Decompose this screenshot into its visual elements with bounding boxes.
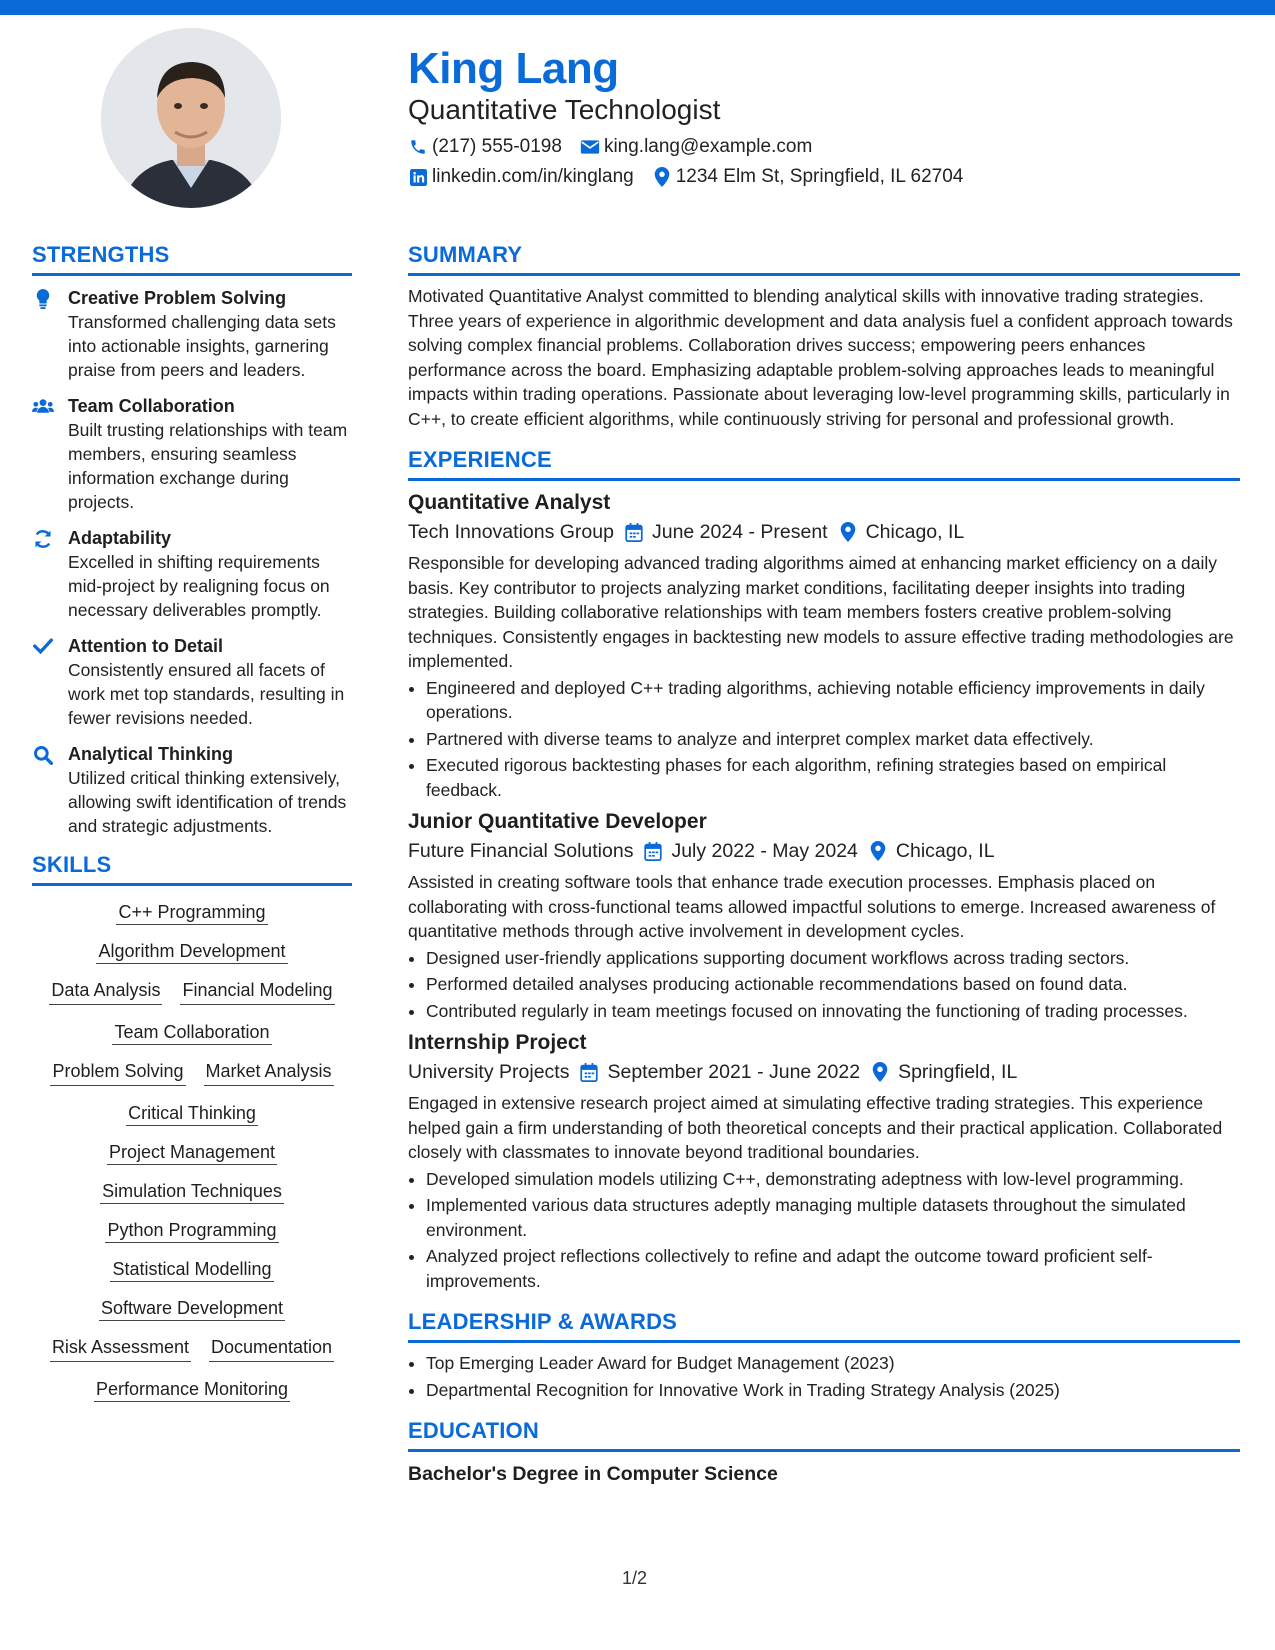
section-divider xyxy=(408,478,1240,481)
top-accent-bar xyxy=(0,0,1275,15)
skill-tag: C++ Programming xyxy=(116,902,267,925)
phone-contact[interactable] xyxy=(408,132,562,162)
check-icon xyxy=(32,634,54,730)
job-entry xyxy=(408,1029,1240,1293)
skill-tag: Risk Assessment xyxy=(50,1335,191,1362)
job-dates: June 2024 - Present xyxy=(651,521,828,543)
strength-item xyxy=(32,634,352,730)
strength-description: Consistently ensured all facets of work met top standards, resulting in fewer revisions needed. xyxy=(68,660,345,728)
map-pin-icon xyxy=(868,841,888,861)
skill-tag: Critical Thinking xyxy=(126,1103,258,1126)
strength-item xyxy=(32,526,352,622)
skill-tag: Documentation xyxy=(209,1335,334,1362)
job-dates: July 2022 - May 2024 xyxy=(671,840,858,862)
job-entry xyxy=(408,489,1240,802)
job-bullet: • Performed detailed analyses producing actionable recommendations based on found data. xyxy=(426,972,1240,997)
strength-title: Attention to Detail xyxy=(68,636,223,656)
skill-tag: Performance Monitoring xyxy=(94,1379,290,1402)
summary-text: Motivated Quantitative Analyst committed to blending analytical skills with innovative trading strategies. Three years of experience in algorithmic development and data analysis fuel a confident approach towards solving complex financial problems. Collaboration drives success; empowering peers enhances performance across the board. Emphasizing adaptable problem-solving approaches leads to meaningful impacts within trading operations. Passionate about leveraging low-level programming skills, particularly in C++, to create efficient algorithms, while continuously striving for personal and professional growth. xyxy=(408,286,1233,429)
award-item: • Departmental Recognition for Innovative Work in Trading Strategy Analysis (2025) xyxy=(426,1378,1240,1403)
section-divider xyxy=(32,883,352,886)
skill-tag: Algorithm Development xyxy=(96,941,287,964)
company-name: University Projects xyxy=(408,1061,570,1083)
company-name: Tech Innovations Group xyxy=(408,521,614,543)
strength-description: Excelled in shifting requirements mid-project by realigning focus on necessary deliverables promptly. xyxy=(68,552,330,620)
job-description: Assisted in creating software tools that enhance trade execution processes. Emphasis placed on collaborating with cross-functional teams allowed impactful solutions to emerge. Increased awareness of quantitative methods through active involvement in development cycles. xyxy=(408,872,1216,941)
users-icon xyxy=(32,394,54,514)
section-divider xyxy=(408,1340,1240,1343)
strength-description: Built trusting relationships with team members, ensuring seamless information exchange during projects. xyxy=(68,420,348,512)
address-text: 1234 Elm St, Springfield, IL 62704 xyxy=(675,166,964,187)
strength-title: Analytical Thinking xyxy=(68,744,234,764)
skill-tag: Financial Modeling xyxy=(180,978,334,1005)
linkedin-icon xyxy=(408,167,428,187)
job-dates: September 2021 - June 2022 xyxy=(607,1061,861,1083)
skill-tag: Team Collaboration xyxy=(112,1022,271,1045)
address-contact xyxy=(652,162,964,192)
degree-title: Bachelor's Degree in Computer Science xyxy=(408,1463,778,1485)
candidate-name: King Lang xyxy=(408,44,619,93)
summary-heading: SUMMARY xyxy=(408,242,523,267)
linkedin-text: linkedin.com/in/kinglang xyxy=(432,166,634,187)
skill-tag: Market Analysis xyxy=(204,1059,334,1086)
experience-heading: EXPERIENCE xyxy=(408,447,552,472)
job-bullet: • Analyzed project reflections collectively to refine and adapt the outcome toward proficient self-improvements. xyxy=(426,1244,1240,1293)
sync-icon xyxy=(32,526,54,622)
skill-tag: Software Development xyxy=(99,1298,285,1321)
left-column xyxy=(32,240,352,1401)
job-bullet: • Partnered with diverse teams to analyze and interpret complex market data effectively. xyxy=(426,727,1240,752)
job-title: Junior Quantitative Developer xyxy=(408,810,707,833)
strengths-heading: STRENGTHS xyxy=(32,242,170,267)
envelope-icon xyxy=(580,137,600,157)
award-item: • Top Emerging Leader Award for Budget Management (2023) xyxy=(426,1351,1240,1376)
job-description: Engaged in extensive research project aimed at simulating effective trading strategies. This experience helped gain a firm understanding of both theoretical concepts and their practical application. Collaborated closely with classmates to innovate beyond traditional boundaries. xyxy=(408,1093,1223,1162)
job-bullet: • Engineered and deployed C++ trading algorithms, achieving notable efficiency improvements in daily operations. xyxy=(426,676,1240,725)
search-icon xyxy=(32,742,54,838)
linkedin-contact[interactable] xyxy=(408,162,634,192)
calendar-icon xyxy=(624,522,644,542)
profile-photo xyxy=(101,28,281,208)
strength-description: Utilized critical thinking extensively, allowing swift identification of trends and strategic adjustments. xyxy=(68,768,347,836)
job-entry xyxy=(408,808,1240,1023)
job-bullet: • Designed user-friendly applications supporting document workflows across trading sectors. xyxy=(426,946,1240,971)
job-location: Chicago, IL xyxy=(865,521,965,543)
lightbulb-icon xyxy=(32,286,54,382)
job-title: Internship Project xyxy=(408,1031,587,1054)
section-divider xyxy=(408,273,1240,276)
phone-text: (217) 555-0198 xyxy=(432,136,562,157)
strength-title: Team Collaboration xyxy=(68,396,235,416)
map-pin-icon xyxy=(652,167,672,187)
job-title: Quantitative Analyst xyxy=(408,491,611,514)
job-bullet: • Developed simulation models utilizing C++, demonstrating adeptness with low-level programming. xyxy=(426,1167,1240,1192)
skill-tag: Simulation Techniques xyxy=(100,1181,284,1204)
section-divider xyxy=(408,1449,1240,1452)
skill-tag: Statistical Modelling xyxy=(110,1259,273,1282)
strength-title: Creative Problem Solving xyxy=(68,288,287,308)
resume-header xyxy=(408,44,1248,192)
strength-item xyxy=(32,742,352,838)
job-description: Responsible for developing advanced trading algorithms aimed at enhancing market efficiency on a daily basis. Key contributor to projects analyzing market conditions, facilitating deeper insights into trading strategies. Building collaborative relationships with team members fosters creative problem-solving techniques. Consistently engages in backtesting new models to assure effective trading methodologies are implemented. xyxy=(408,553,1234,671)
strength-item xyxy=(32,394,352,514)
candidate-title: Quantitative Technologist xyxy=(408,94,721,125)
job-location: Chicago, IL xyxy=(895,840,995,862)
skills-heading: SKILLS xyxy=(32,852,112,877)
job-location: Springfield, IL xyxy=(898,1061,1018,1083)
skill-tag: Project Management xyxy=(107,1142,277,1165)
page-number: 1/2 xyxy=(622,1568,648,1588)
skills-list xyxy=(32,894,352,1401)
map-pin-icon xyxy=(838,522,858,542)
skill-tag: Python Programming xyxy=(105,1220,278,1243)
calendar-icon xyxy=(579,1062,599,1082)
job-bullet: • Contributed regularly in team meetings focused on innovating the functioning of trading processes. xyxy=(426,999,1240,1024)
company-name: Future Financial Solutions xyxy=(408,840,634,862)
email-text: king.lang@example.com xyxy=(603,136,813,157)
education-heading: EDUCATION xyxy=(408,1418,539,1443)
job-bullet: • Executed rigorous backtesting phases for each algorithm, refining strategies based on empirical feedback. xyxy=(426,753,1240,802)
skill-tag: Data Analysis xyxy=(49,978,162,1005)
calendar-icon xyxy=(643,841,663,861)
email-contact[interactable] xyxy=(580,132,812,162)
strength-description: Transformed challenging data sets into actionable insights, garnering praise from peers and leaders. xyxy=(68,312,336,380)
strength-title: Adaptability xyxy=(68,528,172,548)
phone-icon xyxy=(408,137,428,157)
section-divider xyxy=(32,273,352,276)
strength-item xyxy=(32,286,352,382)
awards-heading: LEADERSHIP & AWARDS xyxy=(408,1309,678,1334)
job-bullet: • Implemented various data structures adeptly managing multiple datasets throughout the simulated environment. xyxy=(426,1193,1240,1242)
right-column xyxy=(408,240,1240,1488)
map-pin-icon xyxy=(870,1062,890,1082)
skill-tag: Problem Solving xyxy=(50,1059,185,1086)
